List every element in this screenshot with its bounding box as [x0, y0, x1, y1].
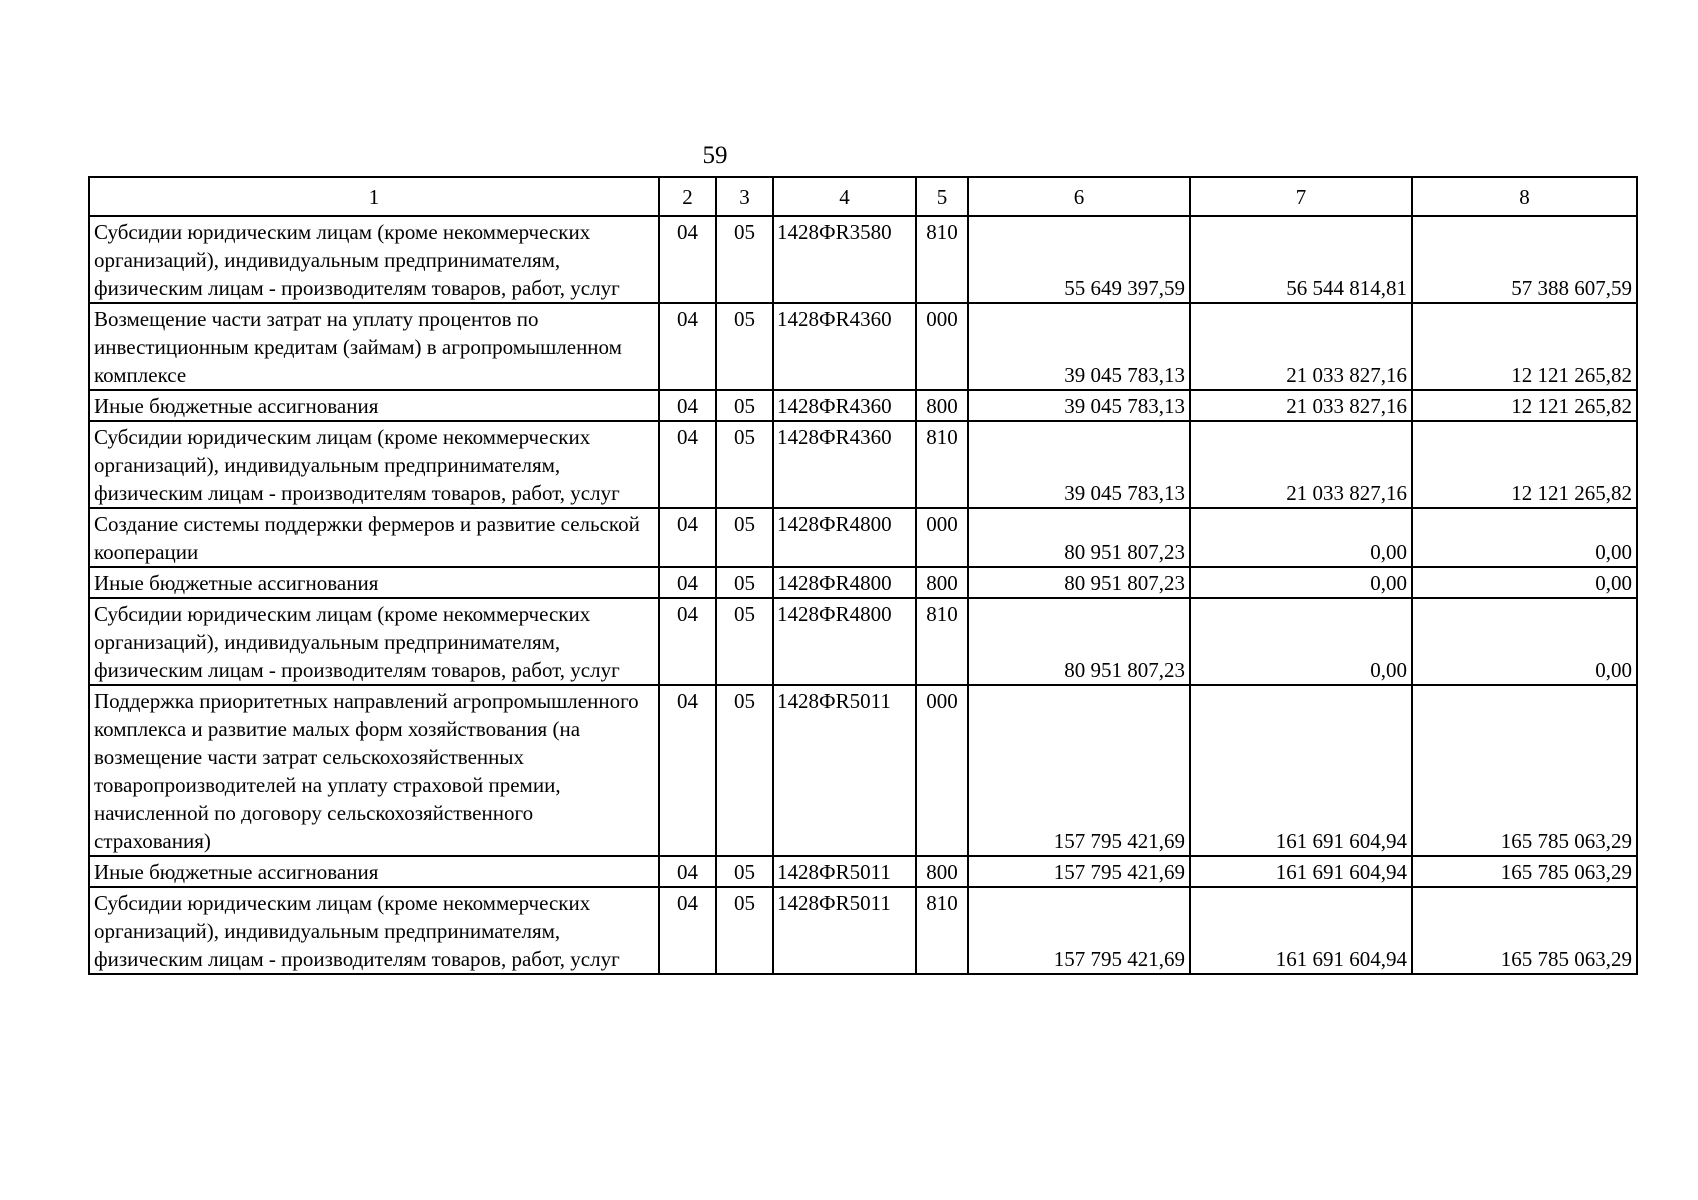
amount-year-3: 0,00	[1412, 598, 1637, 685]
column-header: 7	[1190, 177, 1412, 216]
column-number-header-row	[89, 177, 1637, 216]
subsection-code: 05	[716, 567, 773, 598]
section-code: 04	[659, 856, 716, 887]
row-name: Иные бюджетные ассигнования	[89, 390, 659, 421]
column-header: 2	[659, 177, 716, 216]
amount-year-2: 0,00	[1190, 567, 1412, 598]
target-article-code: 1428ФR5011	[773, 887, 916, 974]
amount-year-2: 56 544 814,81	[1190, 216, 1412, 303]
section-code: 04	[659, 508, 716, 567]
amount-year-3: 0,00	[1412, 508, 1637, 567]
table-row	[89, 421, 1637, 508]
section-code: 04	[659, 598, 716, 685]
target-article-code: 1428ФR4800	[773, 598, 916, 685]
column-header: 4	[773, 177, 916, 216]
expense-type-code: 800	[916, 856, 968, 887]
row-name: Субсидии юридическим лицам (кроме некоммерческих организаций), индивидуальным предпринимателям, физическим лицам - производителям товаров, работ, услуг	[89, 598, 659, 685]
amount-year-2: 161 691 604,94	[1190, 887, 1412, 974]
amount-year-1: 55 649 397,59	[968, 216, 1190, 303]
table-row	[89, 598, 1637, 685]
amount-year-3: 57 388 607,59	[1412, 216, 1637, 303]
subsection-code: 05	[716, 598, 773, 685]
target-article-code: 1428ФR4800	[773, 508, 916, 567]
section-code: 04	[659, 216, 716, 303]
row-name: Иные бюджетные ассигнования	[89, 567, 659, 598]
section-code: 04	[659, 303, 716, 390]
row-name: Субсидии юридическим лицам (кроме некоммерческих организаций), индивидуальным предпринимателям, физическим лицам - производителям товаров, работ, услуг	[89, 421, 659, 508]
table-row	[89, 856, 1637, 887]
subsection-code: 05	[716, 421, 773, 508]
target-article-code: 1428ФR5011	[773, 685, 916, 856]
section-code: 04	[659, 887, 716, 974]
amount-year-2: 0,00	[1190, 598, 1412, 685]
section-code: 04	[659, 390, 716, 421]
target-article-code: 1428ФR4360	[773, 390, 916, 421]
amount-year-3: 12 121 265,82	[1412, 390, 1637, 421]
amount-year-2: 21 033 827,16	[1190, 303, 1412, 390]
subsection-code: 05	[716, 390, 773, 421]
table-row	[89, 567, 1637, 598]
amount-year-3: 12 121 265,82	[1412, 421, 1637, 508]
subsection-code: 05	[716, 216, 773, 303]
amount-year-3: 165 785 063,29	[1412, 856, 1637, 887]
column-header: 6	[968, 177, 1190, 216]
column-header: 3	[716, 177, 773, 216]
subsection-code: 05	[716, 508, 773, 567]
page-number: 59	[702, 142, 728, 169]
section-code: 04	[659, 421, 716, 508]
row-name: Возмещение части затрат на уплату процентов по инвестиционным кредитам (займам) в агропромышленном комплексе	[89, 303, 659, 390]
subsection-code: 05	[716, 685, 773, 856]
row-name: Поддержка приоритетных направлений агропромышленного комплекса и развитие малых форм хозяйствования (на возмещение части затрат сельскохозяйственных товаропроизводителей на уплату страховой премии, начисленной по договору сельскохозяйственного страхования)	[89, 685, 659, 856]
expense-type-code: 810	[916, 887, 968, 974]
subsection-code: 05	[716, 303, 773, 390]
amount-year-1: 80 951 807,23	[968, 567, 1190, 598]
column-header: 5	[916, 177, 968, 216]
amount-year-1: 157 795 421,69	[968, 887, 1190, 974]
subsection-code: 05	[716, 856, 773, 887]
expense-type-code: 000	[916, 685, 968, 856]
target-article-code: 1428ФR4800	[773, 567, 916, 598]
expense-type-code: 000	[916, 508, 968, 567]
budget-table	[88, 176, 1638, 975]
amount-year-1: 39 045 783,13	[968, 390, 1190, 421]
amount-year-2: 161 691 604,94	[1190, 685, 1412, 856]
table-row	[89, 303, 1637, 390]
row-name: Субсидии юридическим лицам (кроме некоммерческих организаций), индивидуальным предпринимателям, физическим лицам - производителям товаров, работ, услуг	[89, 887, 659, 974]
amount-year-1: 80 951 807,23	[968, 508, 1190, 567]
amount-year-1: 157 795 421,69	[968, 856, 1190, 887]
expense-type-code: 800	[916, 567, 968, 598]
table-row	[89, 685, 1637, 856]
amount-year-2: 21 033 827,16	[1190, 421, 1412, 508]
subsection-code: 05	[716, 887, 773, 974]
amount-year-3: 12 121 265,82	[1412, 303, 1637, 390]
table-row	[89, 508, 1637, 567]
amount-year-3: 165 785 063,29	[1412, 685, 1637, 856]
amount-year-1: 39 045 783,13	[968, 303, 1190, 390]
target-article-code: 1428ФR3580	[773, 216, 916, 303]
amount-year-1: 157 795 421,69	[968, 685, 1190, 856]
table-row	[89, 887, 1637, 974]
expense-type-code: 800	[916, 390, 968, 421]
target-article-code: 1428ФR5011	[773, 856, 916, 887]
amount-year-3: 0,00	[1412, 567, 1637, 598]
row-name: Субсидии юридическим лицам (кроме некоммерческих организаций), индивидуальным предпринимателям, физическим лицам - производителям товаров, работ, услуг	[89, 216, 659, 303]
target-article-code: 1428ФR4360	[773, 303, 916, 390]
row-name: Создание системы поддержки фермеров и развитие сельской кооперации	[89, 508, 659, 567]
expense-type-code: 000	[916, 303, 968, 390]
expense-type-code: 810	[916, 598, 968, 685]
amount-year-2: 161 691 604,94	[1190, 856, 1412, 887]
expense-type-code: 810	[916, 421, 968, 508]
column-header: 8	[1412, 177, 1637, 216]
row-name: Иные бюджетные ассигнования	[89, 856, 659, 887]
column-header: 1	[89, 177, 659, 216]
amount-year-1: 39 045 783,13	[968, 421, 1190, 508]
amount-year-2: 21 033 827,16	[1190, 390, 1412, 421]
amount-year-1: 80 951 807,23	[968, 598, 1190, 685]
amount-year-3: 165 785 063,29	[1412, 887, 1637, 974]
table-row	[89, 216, 1637, 303]
table-row	[89, 390, 1637, 421]
amount-year-2: 0,00	[1190, 508, 1412, 567]
target-article-code: 1428ФR4360	[773, 421, 916, 508]
expense-type-code: 810	[916, 216, 968, 303]
section-code: 04	[659, 685, 716, 856]
section-code: 04	[659, 567, 716, 598]
